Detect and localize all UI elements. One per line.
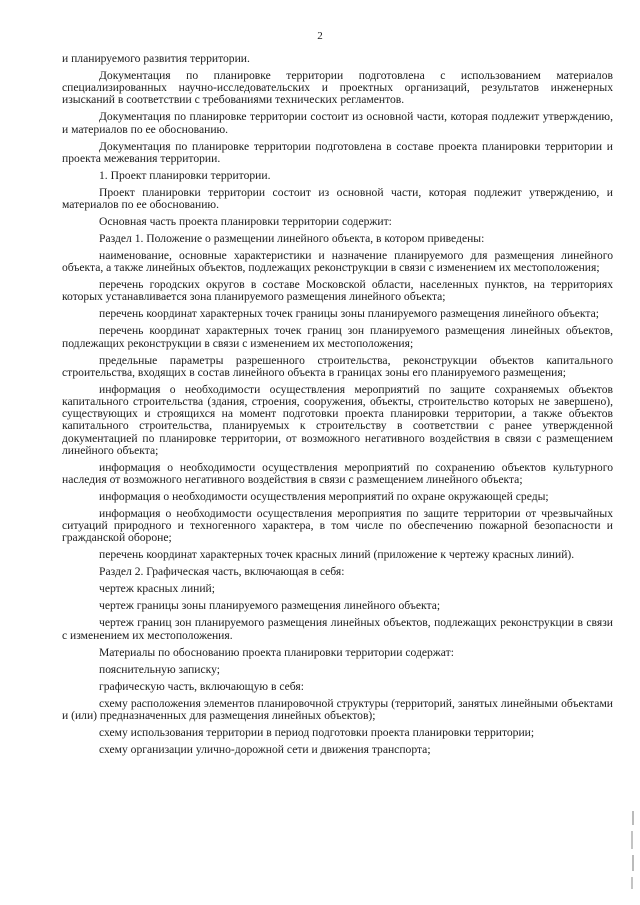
list-item: перечень координат характерных точек границ зон планируемого размещения линейных объектов, подлежащих реконструкции в связи с изменением их местоположения; [62,324,613,350]
list-item: схему расположения элементов планировочной структуры (территорий, занятых линейными объектами и (или) предназначенных для размещения линейных объектов); [62,696,613,722]
list-item: информация о необходимости осуществления мероприятий по защите сохраняемых объектов капитального строительства (здания, строения, сооружения, объекты, строительство которых не завершено), существующих и строящихся на момент подготовки проекта планировки территории, а также объектов капитального строительства, планируемых к строительству в соответствии с ранее утвержденной документацией по планировке территории, от возможного негативного воздействия в связи с размещением линейного объекта; [62,382,613,457]
list-item: предельные параметры разрешенного строительства, реконструкции объектов капитального строительства, входящих в состав линейного объекта в границах зоны его планируемого размещения; [62,353,613,379]
list-item: информация о необходимости осуществления мероприятий по охране окружающей среды; [99,490,549,504]
paragraph: Материалы по обоснованию проекта планировки территории содержат: [99,645,454,659]
scan-edge-marks [627,811,637,891]
paragraph: Основная часть проекта планировки территории содержит: [99,215,392,229]
list-item: схему организации улично-дорожной сети и движения транспорта; [99,742,431,756]
paragraph: Документация по планировке территории подготовлена в составе проекта планировки территории и проекта межевания территории. [62,139,613,165]
document-body [62,53,613,756]
list-item: перечень городских округов в составе Московской области, населенных пунктов, на территориях которых устанавливается зона планируемого размещения линейного объекта; [62,278,613,304]
list-item: информация о необходимости осуществления мероприятий по сохранению объектов культурного наследия от возможного негативного воздействия в связи с размещением линейного объекта; [62,460,613,487]
page-number: 2 [317,30,323,42]
paragraph: и планируемого развития территории. [62,52,250,65]
paragraph: Документация по планировке территории состоит из основной части, которая подлежит утверждению, и материалов по ее обоснованию. [62,110,613,136]
list-item: чертеж красных линий; [99,582,215,596]
list-item: перечень координат характерных точек красных линий (приложение к чертежу красных линий). [99,548,575,562]
section-heading: 1. Проект планировки территории. [99,168,271,182]
list-item: пояснительную записку; [99,662,220,676]
section-heading: Раздел 2. Графическая часть, включающая в себя: [99,565,345,579]
paragraph: Документация по планировке территории подготовлена с использованием материалов специализированных научно-исследовательских и проектных организаций, результатов инженерных изысканий в соответствии с требованиями технических регламентов. [62,69,613,107]
list-item: графическую часть, включающую в себя: [99,679,304,693]
list-item: чертеж границ зон планируемого размещения линейных объектов, подлежащих реконструкции в связи с изменением их местоположения. [62,616,613,642]
list-item: перечень координат характерных точек границы зоны планируемого размещения линейного объекта; [99,307,599,321]
list-item: информация о необходимости осуществления мероприятия по защите территории от чрезвычайных ситуаций природного и техногенного характера, в том числе по обеспечению пожарной безопасности и гражданской обороне; [62,507,613,545]
list-item: чертеж границы зоны планируемого размещения линейного объекта; [99,599,441,613]
section-heading: Раздел 1. Положение о размещении линейного объекта, в котором приведены: [99,232,485,246]
list-item: схему использования территории в период подготовки проекта планировки территории; [99,725,535,739]
paragraph: Проект планировки территории состоит из основной части, которая подлежит утверждению, и материалов по ее обоснованию. [62,185,613,212]
list-item: наименование, основные характеристики и назначение планируемого для размещения линейного объекта, а также линейных объектов, подлежащих реконструкции в связи с изменением их местоположения; [62,249,613,275]
